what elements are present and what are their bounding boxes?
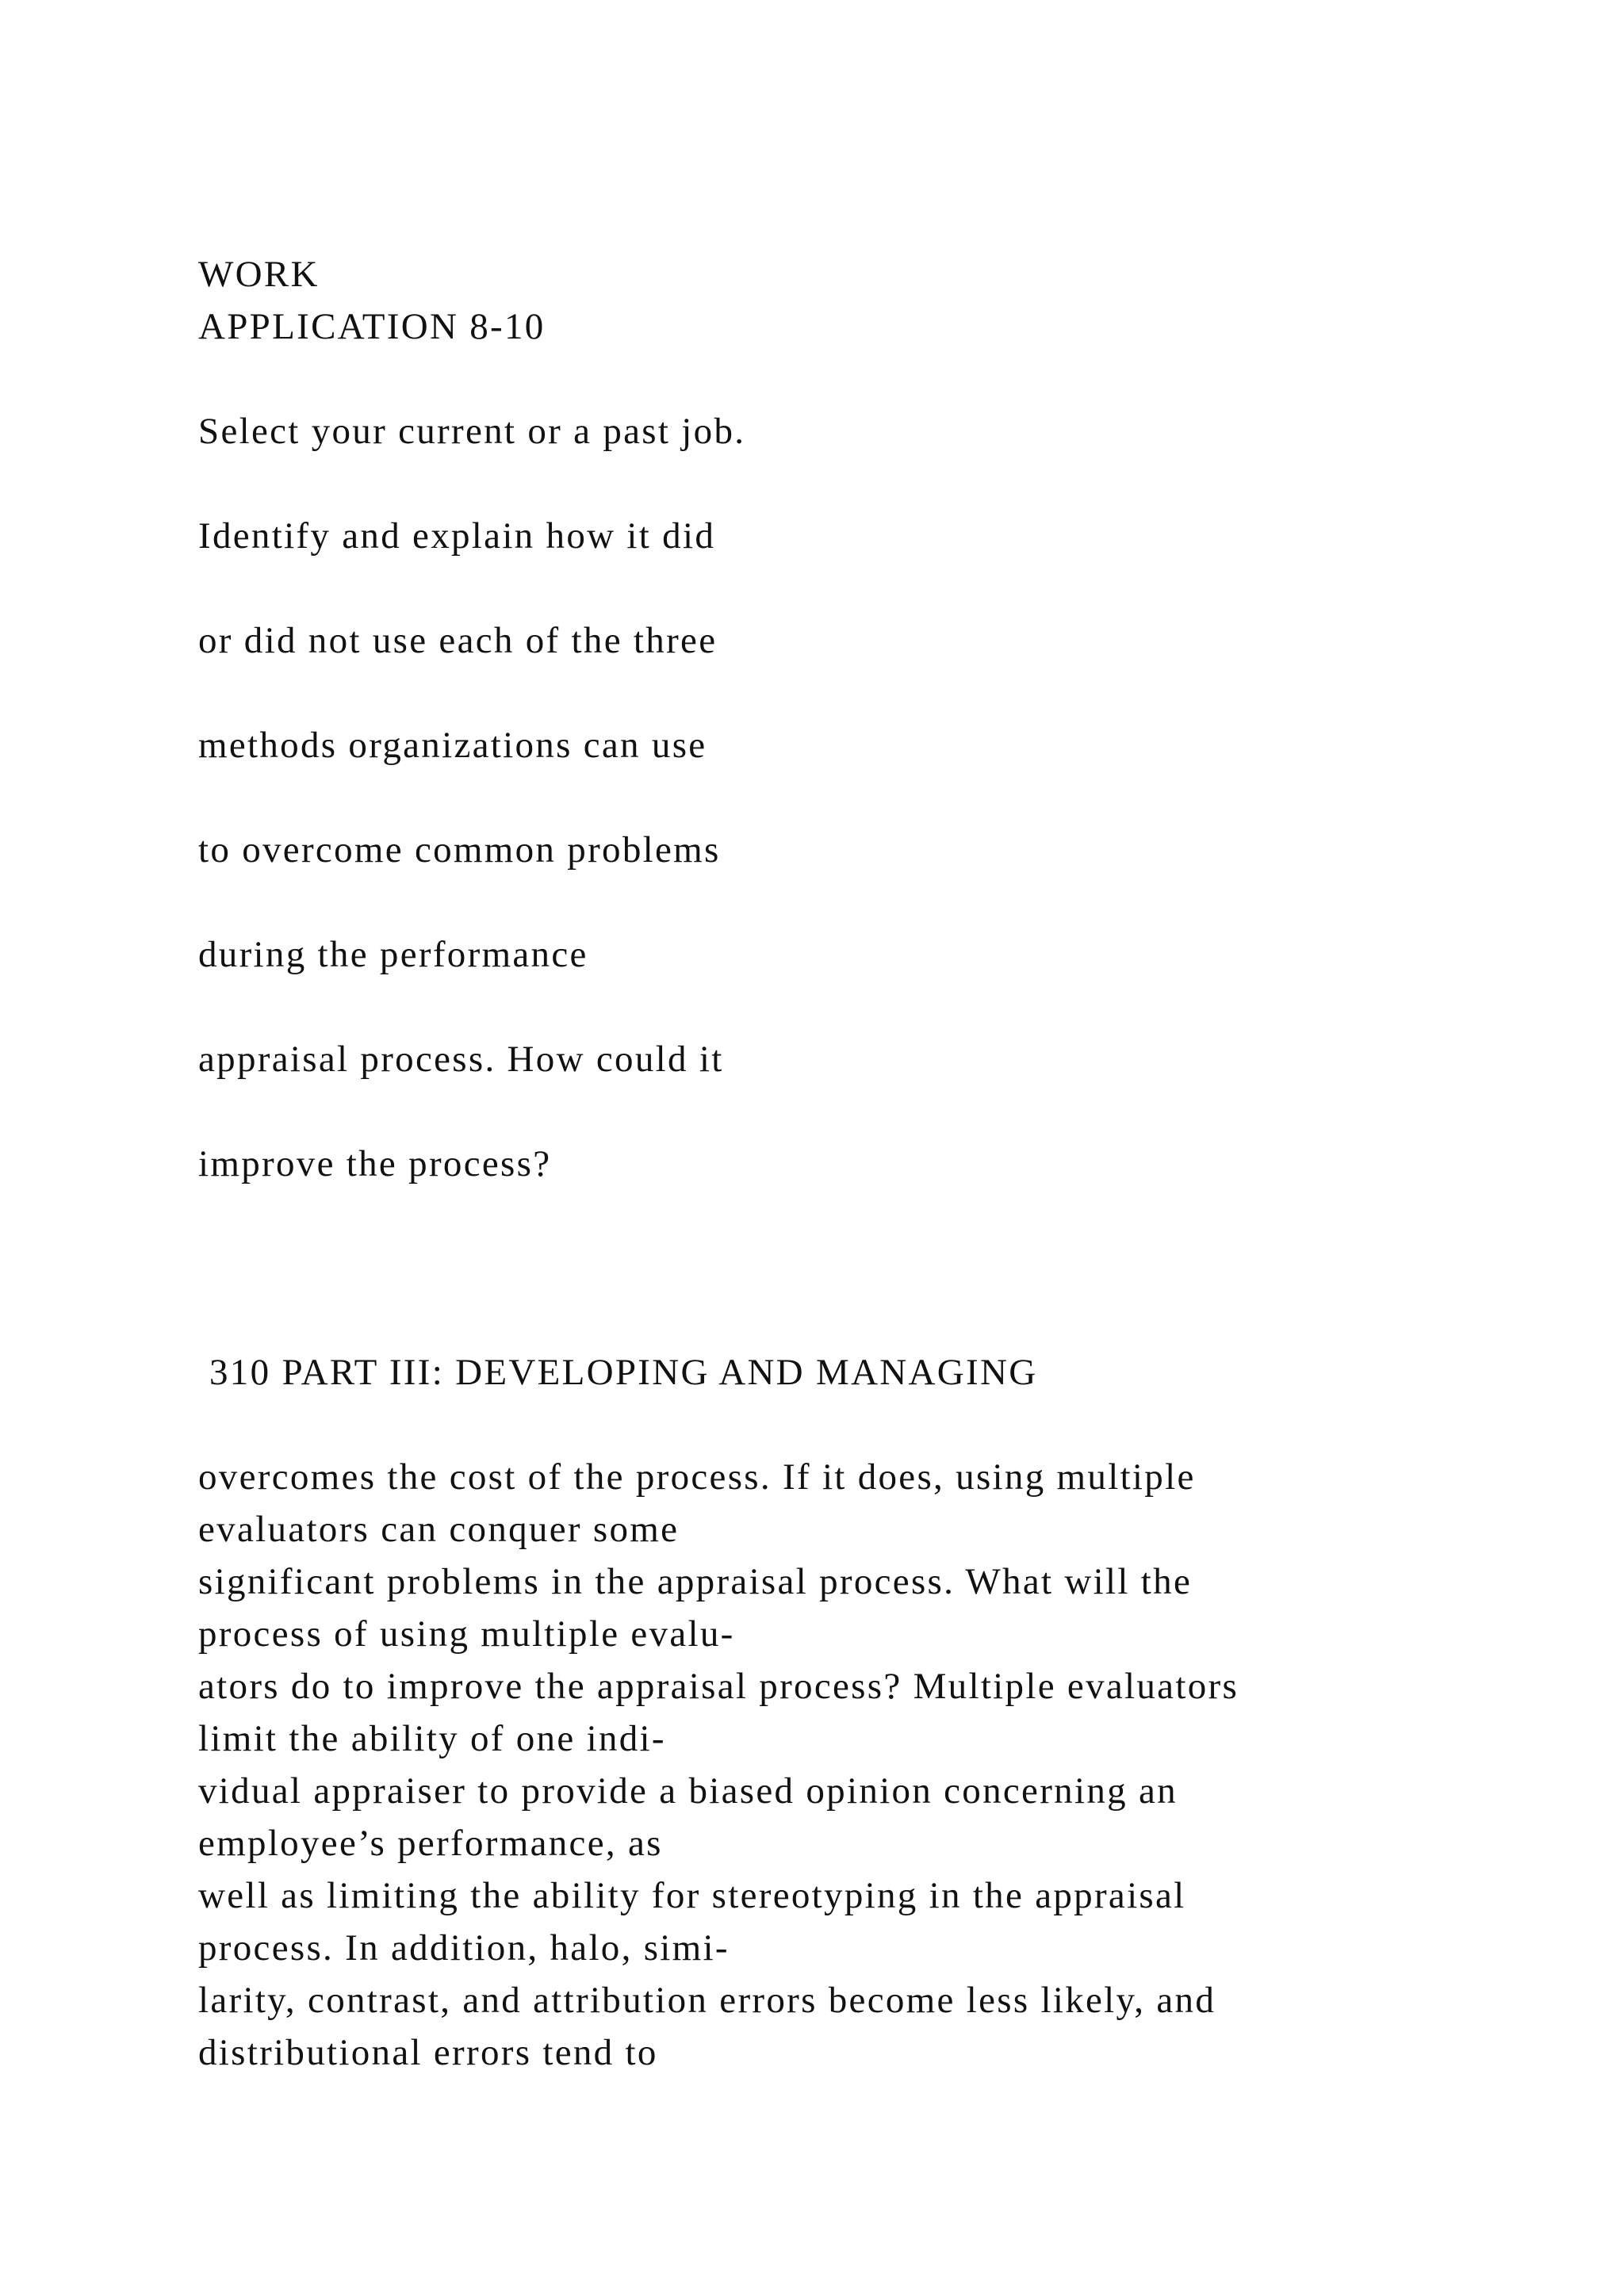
body-line: limit the ability of one indi- (198, 1718, 666, 1759)
running-header: 310 PART III: DEVELOPING AND MANAGING (209, 1352, 1038, 1393)
application-line: improve the process? (198, 1143, 552, 1184)
body-line: vidual appraiser to provide a biased opinion concerning an (198, 1770, 1178, 1812)
application-line: appraisal process. How could it (198, 1039, 724, 1080)
body-line: employee’s performance, as (198, 1823, 663, 1864)
application-line: Identify and explain how it did (198, 515, 716, 557)
work-application-heading-line1: WORK (198, 254, 320, 295)
application-line: or did not use each of the three (198, 620, 718, 661)
body-line: process of using multiple evalu- (198, 1613, 735, 1655)
body-line: larity, contrast, and attribution errors become less likely, and (198, 1980, 1216, 2021)
application-line: during the performance (198, 934, 588, 975)
body-line: significant problems in the appraisal process. What will the (198, 1561, 1193, 1602)
body-line: overcomes the cost of the process. If it does, using multiple (198, 1456, 1196, 1498)
application-line: to overcome common problems (198, 829, 721, 871)
application-line: methods organizations can use (198, 725, 707, 766)
body-line: well as limiting the ability for stereotyping in the appraisal (198, 1875, 1186, 1916)
body-line: process. In addition, halo, simi- (198, 1927, 730, 1969)
body-line: evaluators can conquer some (198, 1509, 680, 1550)
body-line: ators do to improve the appraisal process? Multiple evaluators (198, 1666, 1239, 1707)
work-application-heading-line2: APPLICATION 8-10 (198, 306, 546, 347)
body-line: distributional errors tend to (198, 2032, 658, 2073)
application-line: Select your current or a past job. (198, 411, 746, 452)
